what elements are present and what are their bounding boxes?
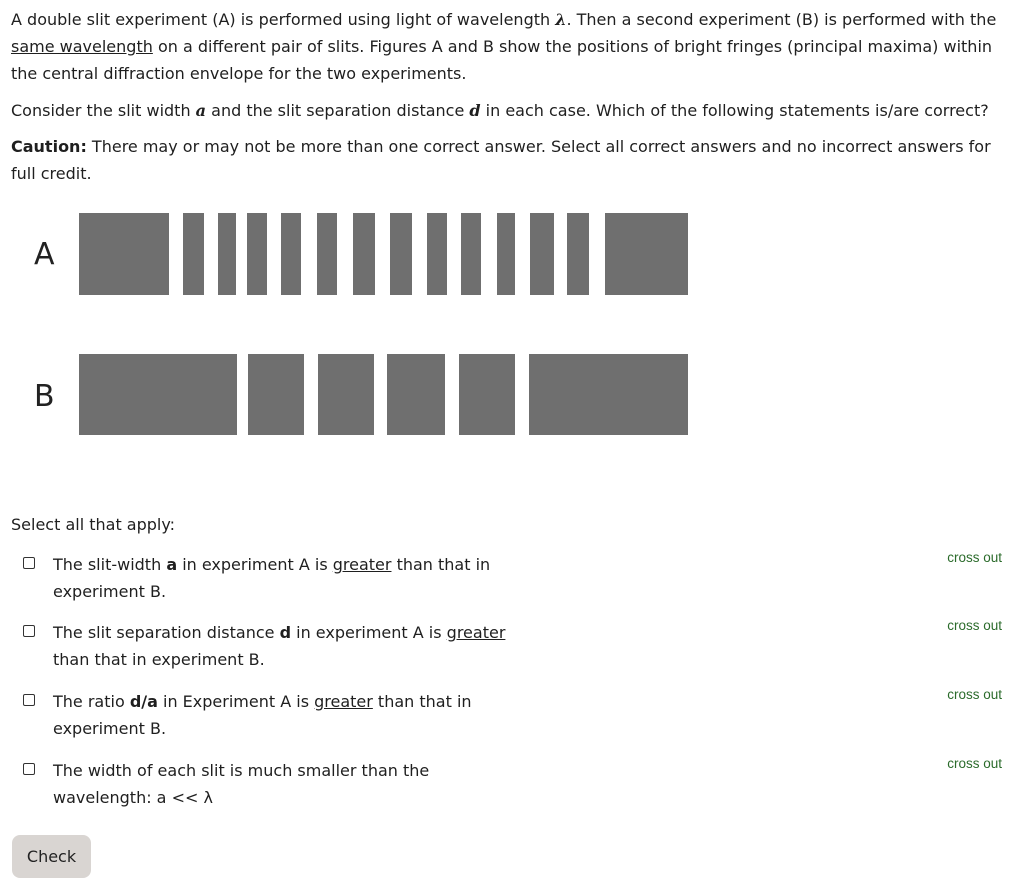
- caution-note: [11, 133, 1011, 187]
- question-prompt: [11, 97, 1011, 124]
- fringe-a-13: [567, 213, 589, 295]
- cross-out-link-2[interactable]: cross out: [947, 618, 1002, 633]
- figure-label-a: A: [34, 237, 55, 272]
- question-intro: [11, 6, 1011, 87]
- fringe-b-6: [529, 354, 688, 435]
- question-text: and the slit separation distance: [206, 101, 470, 120]
- fringe-a-2: [183, 213, 204, 295]
- fringe-b-1: [79, 354, 237, 435]
- question-text: A double slit experiment (A) is performed using light of wavelength: [11, 10, 556, 29]
- checkbox-option-4[interactable]: [23, 763, 35, 775]
- select-all-label: Select all that apply:: [11, 515, 176, 534]
- cross-out-link-3[interactable]: cross out: [947, 687, 1002, 702]
- caution-text: There may or may not be more than one correct answer. Select all correct answers and no incorrect answers for full credit.: [11, 137, 991, 183]
- caution-label: Caution:: [11, 137, 87, 156]
- fringe-a-11: [497, 213, 515, 295]
- question-text: . Then a second experiment (B) is performed with the: [566, 10, 997, 29]
- fringe-a-1: [79, 213, 169, 295]
- fringe-a-4: [247, 213, 267, 295]
- fringe-a-10: [461, 213, 481, 295]
- option-3-text[interactable]: The ratio d/a in Experiment A is greater than that in experiment B.: [53, 692, 472, 738]
- fringe-a-9: [427, 213, 447, 295]
- variable-d: d: [469, 101, 481, 120]
- option-4-text[interactable]: The width of each slit is much smaller than the wavelength: a << λ: [53, 761, 430, 807]
- checkbox-option-3[interactable]: [23, 694, 35, 706]
- fringe-b-4: [387, 354, 445, 435]
- figure-label-b: B: [34, 379, 55, 414]
- fringe-b-2: [248, 354, 304, 435]
- fringe-figure: [20, 197, 709, 447]
- question-text: Consider the slit width: [11, 101, 196, 120]
- underlined-text: same wavelength: [11, 37, 153, 56]
- fringe-a-6: [317, 213, 337, 295]
- lambda-symbol: λ: [555, 10, 567, 29]
- fringe-b-5: [459, 354, 515, 435]
- fringe-a-8: [390, 213, 412, 295]
- fringe-a-7: [353, 213, 375, 295]
- cross-out-link-1[interactable]: cross out: [947, 550, 1002, 565]
- fringe-b-3: [318, 354, 374, 435]
- check-button[interactable]: Check: [12, 835, 91, 878]
- question-text: in each case. Which of the following statements is/are correct?: [480, 101, 989, 120]
- checkbox-option-2[interactable]: [23, 625, 35, 637]
- cross-out-link-4[interactable]: cross out: [947, 756, 1002, 771]
- variable-a: a: [195, 101, 207, 120]
- checkbox-option-1[interactable]: [23, 557, 35, 569]
- question-text: on a different pair of slits. Figures A and B show the positions of bright fringes (principal maxima) within the central diffraction envelope for the two experiments.: [11, 37, 993, 83]
- option-2-text[interactable]: The slit separation distance d in experiment A is greater than that in experiment B.: [53, 623, 506, 669]
- fringe-a-14: [605, 213, 688, 295]
- option-1-text[interactable]: The slit-width a in experiment A is greater than that in experiment B.: [53, 555, 491, 601]
- fringe-a-12: [530, 213, 554, 295]
- fringe-a-5: [281, 213, 301, 295]
- fringe-a-3: [218, 213, 236, 295]
